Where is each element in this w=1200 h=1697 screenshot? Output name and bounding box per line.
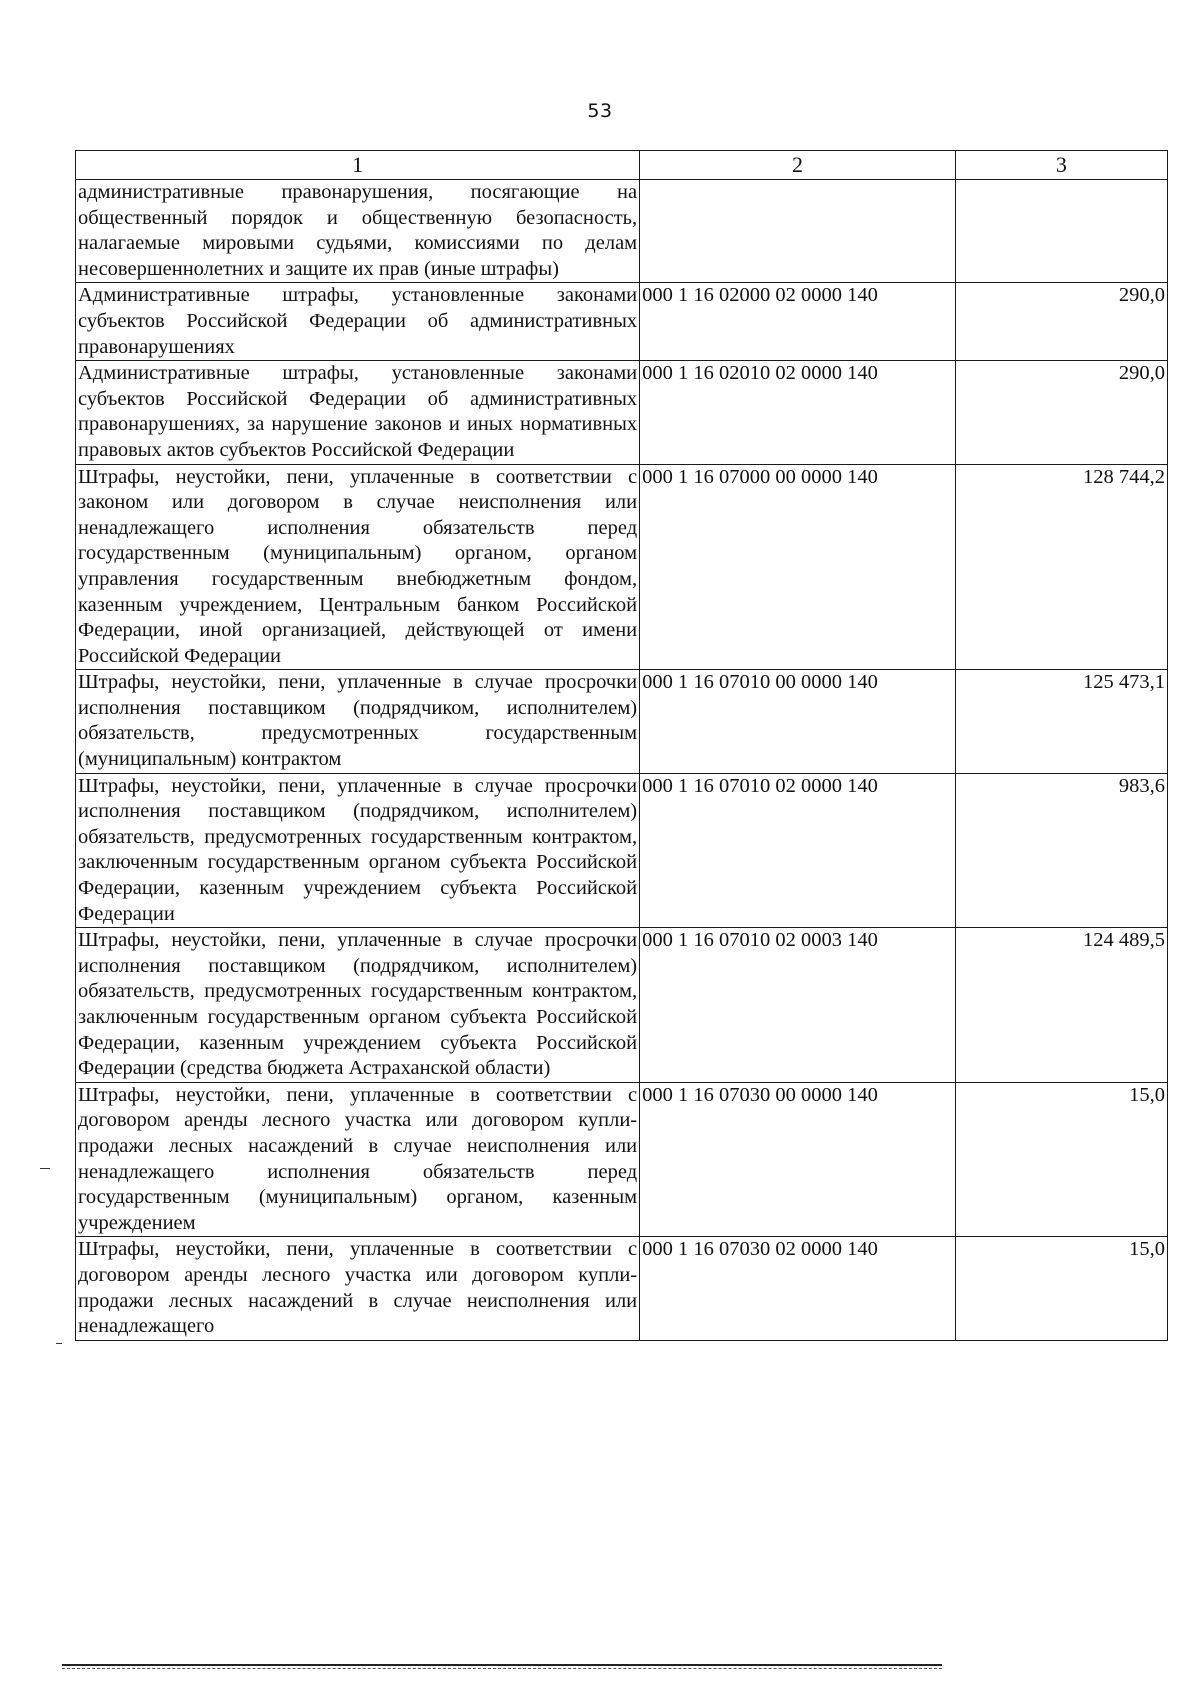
row-description: Административные штрафы, установленные законами субъектов Российской Федерации об административных правонарушениях: [76, 283, 640, 361]
row-description: Административные штрафы, установленные законами субъектов Российской Федерации об административных правонарушениях, за нарушение законов и иных нормативных правовых актов субъектов Российской Федерации: [76, 361, 640, 464]
table-header: [76, 151, 1168, 180]
table-row: [76, 928, 1168, 1083]
row-code: 000 1 16 07030 00 0000 140: [640, 1082, 956, 1237]
table-row: [76, 1237, 1168, 1340]
row-amount: 983,6: [955, 773, 1167, 928]
row-description: Штрафы, неустойки, пени, уплаченные в соответствии с договором аренды лесного участка или договором купли-продажи лесных насаждений в случае неисполнения или ненадлежащего исполнения обязательств перед государственным (муниципальным) органом, казенным учреждением: [76, 1082, 640, 1237]
row-amount: 128 744,2: [955, 464, 1167, 670]
row-description: Штрафы, неустойки, пени, уплаченные в случае просрочки исполнения поставщиком (подрядчиком, исполнителем) обязательств, предусмотренных государственным (муниципальным) контрактом: [76, 670, 640, 773]
table-row: [76, 361, 1168, 464]
row-amount: 125 473,1: [955, 670, 1167, 773]
bottom-rule-shadow: [62, 1668, 942, 1669]
row-amount: 290,0: [955, 361, 1167, 464]
row-description: Штрафы, неустойки, пени, уплаченные в случае просрочки исполнения поставщиком (подрядчиком, исполнителем) обязательств, предусмотренных государственным контрактом, заключенным государственным органом субъекта Российской Федерации, казенным учреждением субъекта Российской Федерации (средства бюджета Астраханской области): [76, 928, 640, 1083]
row-amount: 15,0: [955, 1082, 1167, 1237]
column-header-description: 1: [76, 151, 640, 180]
row-code: 000 1 16 07010 02 0000 140: [640, 773, 956, 928]
header-row: [76, 151, 1168, 180]
revenue-table: [75, 150, 1168, 1341]
row-code: 000 1 16 07010 02 0003 140: [640, 928, 956, 1083]
table-body: [76, 180, 1168, 1341]
row-amount: [955, 180, 1167, 283]
row-amount: 15,0: [955, 1237, 1167, 1340]
column-header-code: 2: [640, 151, 956, 180]
table-row: [76, 464, 1168, 670]
row-description: Штрафы, неустойки, пени, уплаченные в соответствии с законом или договором в случае неисполнения или ненадлежащего исполнения обязательств перед государственным (муниципальным) органом, органом управления государственным внебюджетным фондом, казенным учреждением, Центральным банком Российской Федерации, иной организацией, действующей от имени Российской Федерации: [76, 464, 640, 670]
row-code: 000 1 16 07000 00 0000 140: [640, 464, 956, 670]
row-amount: 124 489,5: [955, 928, 1167, 1083]
row-code: 000 1 16 02000 02 0000 140: [640, 283, 956, 361]
row-amount: 290,0: [955, 283, 1167, 361]
row-code: 000 1 16 07030 02 0000 140: [640, 1237, 956, 1340]
page-number: 53: [587, 100, 613, 122]
row-description: Штрафы, неустойки, пени, уплаченные в соответствии с договором аренды лесного участка или договором купли-продажи лесных насаждений в случае неисполнения или ненадлежащего: [76, 1237, 640, 1340]
scan-mark: [40, 1168, 50, 1169]
row-description: административные правонарушения, посягающие на общественный порядок и общественную безопасность, налагаемые мировыми судьями, комиссиями по делам несовершеннолетних и защите их прав (иные штрафы): [76, 180, 640, 283]
table-row: [76, 670, 1168, 773]
table-row: [76, 283, 1168, 361]
row-code: 000 1 16 07010 00 0000 140: [640, 670, 956, 773]
row-code: [640, 180, 956, 283]
row-code: 000 1 16 02010 02 0000 140: [640, 361, 956, 464]
table-row: [76, 773, 1168, 928]
table-row: [76, 180, 1168, 283]
table-row: [76, 1082, 1168, 1237]
scan-mark: [56, 1343, 62, 1344]
bottom-rule: [62, 1664, 942, 1666]
column-header-amount: 3: [955, 151, 1167, 180]
row-description: Штрафы, неустойки, пени, уплаченные в случае просрочки исполнения поставщиком (подрядчиком, исполнителем) обязательств, предусмотренных государственным контрактом, заключенным государственным органом субъекта Российской Федерации, казенным учреждением субъекта Российской Федерации: [76, 773, 640, 928]
